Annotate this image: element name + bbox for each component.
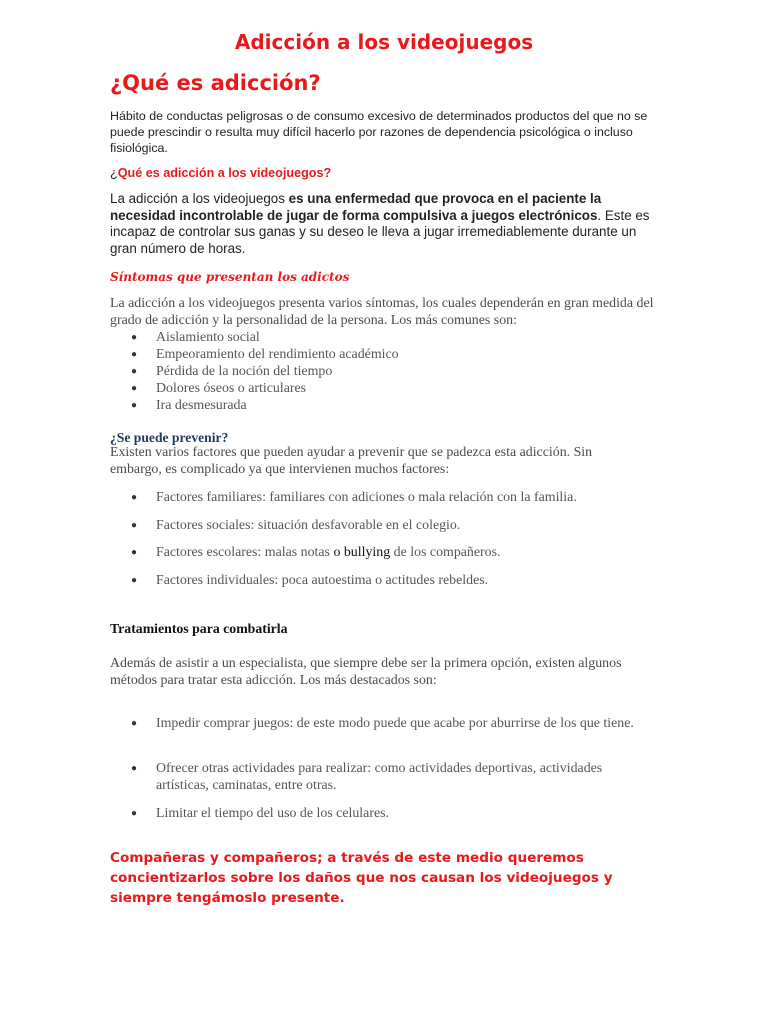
list-item-text: Dolores óseos o articulares [156,381,307,396]
list-item-text: Empeoramiento del rendimiento académico [156,347,399,362]
section-heading-que-es-adiccion: ¿Qué es adicción? [110,71,321,95]
section-heading-adiccion-videojuegos [110,164,331,182]
list-item-text: Factores sociales: situación desfavorable en el colegio. [156,518,461,533]
document-title: Adicción a los videojuegos [234,30,534,54]
paragraph-start: La adicción a los videojuegos [110,191,289,206]
bullet-icon: ● [131,400,138,411]
list-item-text: Limitar el tiempo del uso de los celulares. [156,806,389,821]
paragraph-tratamientos-intro: Además de asistir a un especialista, que siempre debe ser la primera opción, existen algunos métodos para tratar esta adicción. Los más destacados son: [110,656,622,688]
paragraph-end: . Este es incapaz de controlar sus ganas y su deseo le lleva a jugar irremediablemente durante un gran número de horas. [110,207,650,256]
bullet-icon: ● [131,763,138,774]
list-item-text: Ofrecer otras actividades para realizar: como actividades deportivas, actividades artísticas, caminatas, entre otras. [156,761,603,793]
paragraph-sintomas-intro: La adicción a los videojuegos presenta varios síntomas, los cuales dependerán en gran medida del grado de adicción y la personalidad de la persona. Los más comunes son: [110,296,654,328]
bullet-icon: ● [131,575,138,586]
paragraph-definition: Hábito de conductas peligrosas o de consumo excesivo de determinados productos del que no se puede prescindir o resulta muy difícil hacerlo por razones de dependencia psicológica o incluso fisiológica. [110,109,648,155]
section-heading-sintomas: Síntomas que presentan los adictos [110,270,350,284]
item-text-start: Factores escolares: malas notas [156,545,334,560]
bullet-icon: ● [131,547,138,558]
list-item-text: Impedir comprar juegos: de este modo puede que acabe por aburrirse de los que tiene. [156,716,634,731]
bullet-icon: ● [131,366,138,377]
item-text-bullying: o bullying [333,545,391,560]
paragraph-videogame-addiction [110,191,656,257]
bullet-icon: ● [131,383,138,394]
bullet-icon: ● [131,349,138,360]
list-item-text [156,544,656,561]
heading-text: Qué es adicción a los videojuegos? [117,166,332,180]
list-item-text: Pérdida de la noción del tiempo [156,364,333,379]
bullet-icon: ● [131,520,138,531]
bullet-icon: ● [131,332,138,343]
section-heading-prevenir: ¿Se puede prevenir? [110,430,229,445]
list-item-text: Ira desmesurada [156,398,247,413]
bullet-icon: ● [131,492,138,503]
list-item-text: Factores individuales: poca autoestima o actitudes rebeldes. [156,573,489,588]
paragraph-bold: es una enfermedad que provoca en el paciente la necesidad incontrolable de jugar de forma compulsiva a juegos electrónicos [110,191,602,223]
bullet-icon: ● [131,718,138,729]
list-item-text: Aislamiento social [156,330,260,345]
bullet-icon: ● [131,808,138,819]
closing-message: Compañeras y compañeros; a través de este medio queremos concientizarlos sobre los daños que nos causan los videojuegos y siempre tengámoslo presente. [110,850,613,906]
section-heading-tratamientos: Tratamientos para combatirla [110,621,288,636]
paragraph-prevenir-intro: Existen varios factores que pueden ayudar a prevenir que se padezca esta adicción. Sin embargo, es complicado ya que intervienen muchos factores: [110,445,593,477]
item-text-end: de los compañeros. [390,545,501,560]
list-item-text: Factores familiares: familiares con adiciones o mala relación con la familia. [156,490,577,505]
heading-question-mark: ¿ [110,166,118,180]
